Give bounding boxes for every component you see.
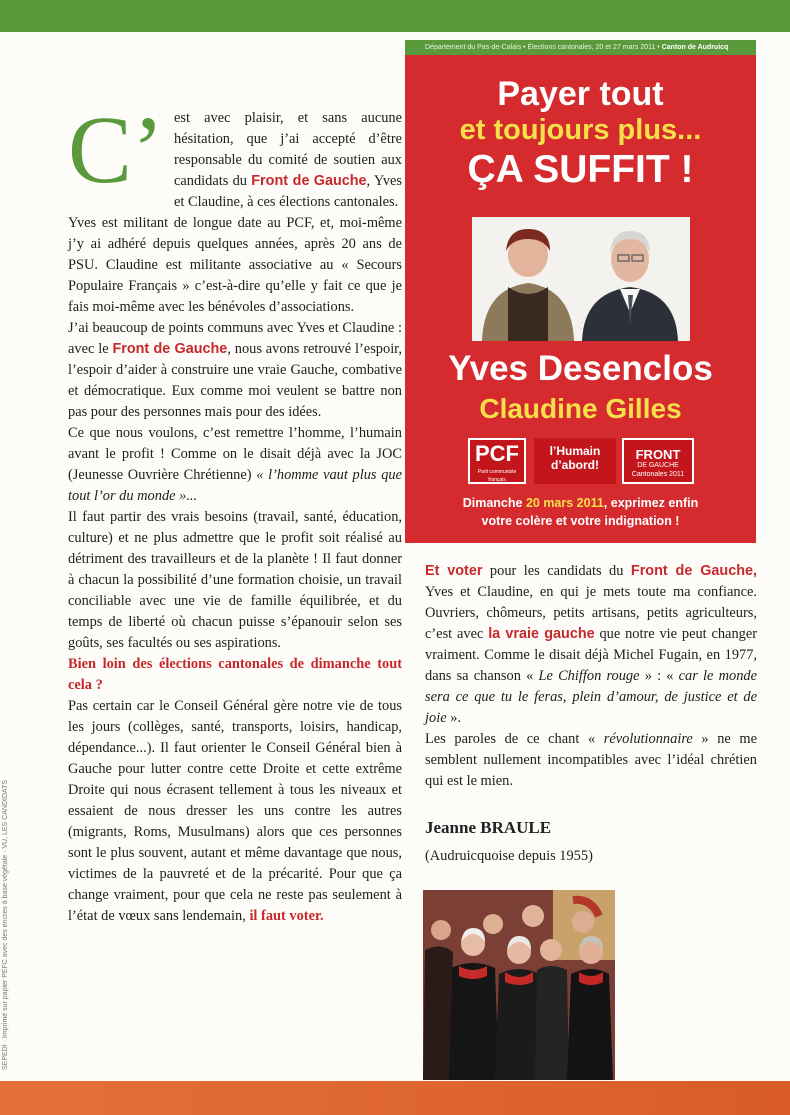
intro-line-2: hésitation, que j’ai accepté d’être bbox=[174, 131, 402, 147]
intro-tail: , Yves et Claudine, à ces élections cantonales. bbox=[174, 173, 402, 210]
bottom-orange-band bbox=[0, 1081, 790, 1115]
intro-paragraph bbox=[68, 96, 402, 213]
author-signature: Jeanne BRAULE bbox=[425, 818, 552, 837]
gauche-highlight: Gauche bbox=[313, 173, 367, 189]
il-faut-voter-highlight: il faut voter. bbox=[249, 908, 324, 924]
paragraph-needs: Il faut partir des vrais besoins (travail, santé, éducation, culture) et ne plus admettre que le profit soit réalisé au détriment des travailleurs et de la planète ! Il faut donner à chacun la possibilité d’une formation choisie, un travail conciliable avec une vie de famille équilibrée, et du temps de liberté où chacun puisse s’épanouir selon ses goûts, ses facultés ou ses aspirations. bbox=[68, 509, 402, 651]
paragraph-conseil-general: Pas certain car le Conseil Général gère notre vie de tous les jours (collèges, santé, transports, loisirs, handicap, dépendance...). Il faut orienter le Conseil Général bien à Gauche pour lutter contre cette Droite et cette extrême Droite qui nous écrasent tellement à tous les niveaux et essaient de nous dresser les uns contre les autres (migrants, Roms, Musulmans) alors que ces personnes sont le plus souvent, autant et même davantage que nous, victimes de la pauvreté et de la précarité. Pour que ça change vraiment, pour que cela ne reste pas seulement à l’état de vœux sans lendemain, il faut voter. bbox=[68, 698, 402, 924]
candidates-photo bbox=[472, 217, 690, 341]
front-de-gauche-logo: FRONT DE GAUCHE Cantonales 2011 bbox=[622, 438, 694, 484]
drop-cap: C’ bbox=[68, 96, 164, 203]
poster-headline-3: ÇA SUFFIT ! bbox=[467, 148, 694, 191]
song-quote: car le monde sera ce que tu le feras, plein d’amour, de justice et de joie bbox=[425, 668, 757, 726]
poster-header-strip: Département du Pas-de-Calais • Élections cantonales, 20 et 27 mars 2011 • Canton de Audruicq bbox=[405, 40, 756, 55]
pcf-logo: PCF Parti communiste français bbox=[468, 438, 526, 484]
paragraph-common-points: J’ai beaucoup de points communs avec Yves et Claudine : avec le Front de Gauche, nous avons retrouvé l’espoir, l’espoir d’aider à construire une vraie Gauche, combative et démocratique. Eux comme moi veulent se battre non pas pour des personnes mais pour des idées. bbox=[68, 320, 402, 420]
vraie-gauche-highlight: la vraie gauche bbox=[488, 626, 595, 642]
front-de-highlight: Front de bbox=[251, 173, 310, 189]
party-logos bbox=[468, 438, 694, 486]
paragraph-et-voter: Et voter pour les candidats du Front de Gauche, Yves et Claudine, en qui je mets toute ma confiance. Ouvriers, chômeurs, petits artisans, petits agriculteurs, c’est avec la vraie gauche que notre vie peut changer vraiment. Comme le disait déjà Michel Fugain, en 1977, dans sa chanson « Le Chiffon rouge » : « car le monde sera ce que tu le feras, plein d’amour, de justice et de joie ». bbox=[425, 563, 758, 726]
candidate-name-1: Yves Desenclos bbox=[448, 349, 713, 388]
et-voter-highlight: Et voter bbox=[425, 563, 483, 579]
left-article-column bbox=[68, 96, 402, 927]
group-photo bbox=[423, 890, 615, 1080]
poster-footer: Dimanche 20 mars 2011, exprimez enfin votre colère et votre indignation ! bbox=[462, 496, 699, 528]
paragraph-paroles: Les paroles de ce chant « révolutionnaire » ne me semblent nullement incompatibles avec l’idéal chrétien qui est le mien. bbox=[425, 731, 758, 789]
paragraph-joc: Ce que nous voulons, c’est remettre l’homme, l’humain avant le profit ! Comme on le disait déjà avec la JOC (Jeunesse Ouvrière Chrétienne) « l’homme vaut plus que tout l’or du monde »... bbox=[68, 425, 402, 504]
right-article-column bbox=[425, 561, 757, 792]
group-photo-image bbox=[423, 890, 615, 1080]
intro-line-4: aux candidats du bbox=[174, 152, 402, 189]
subheading: Bien loin des élections cantonales de dimanche tout cela ? bbox=[68, 656, 402, 693]
top-green-band bbox=[0, 0, 790, 32]
joc-quote: « l’homme vaut plus que tout l’or du monde »... bbox=[68, 467, 402, 504]
candidate-name-2: Claudine Gilles bbox=[479, 393, 682, 424]
front-de-gauche-highlight: Front de Gauche bbox=[112, 341, 228, 357]
intro-line-1: est avec plaisir, et sans aucune bbox=[174, 110, 402, 126]
intro-line-3: responsable du comité de soutien bbox=[174, 152, 376, 168]
front-de-gauche-highlight-2: Front de Gauche, bbox=[630, 563, 757, 579]
author-subtitle: (Audruicquoise depuis 1955) bbox=[425, 848, 593, 864]
paragraph-yves-claudine: Yves est militant de longue date au PCF, et, moi-même j’y ai adhéré depuis quelques années, après 20 ans de PSU. Claudine est militante associative au « Secours Populaire Français » c’est-à-dire qu’elle y fait ce que je fais moi-même avec les bénévoles d’associations. bbox=[68, 215, 402, 315]
printer-imprint: SEPEDI · Imprimé sur papier PEFC avec des encres à base végétale · VU, LES CANDIDATS bbox=[2, 779, 9, 1070]
poster-headline-2: et toujours plus... bbox=[459, 114, 702, 146]
campaign-poster bbox=[405, 40, 756, 543]
candidates-photo-image bbox=[472, 217, 690, 341]
song-title: Le Chiffon rouge bbox=[538, 668, 640, 684]
humain-dabord-logo: l’Humain d’abord! bbox=[534, 438, 616, 484]
poster-headline-1: Payer tout bbox=[497, 75, 664, 113]
